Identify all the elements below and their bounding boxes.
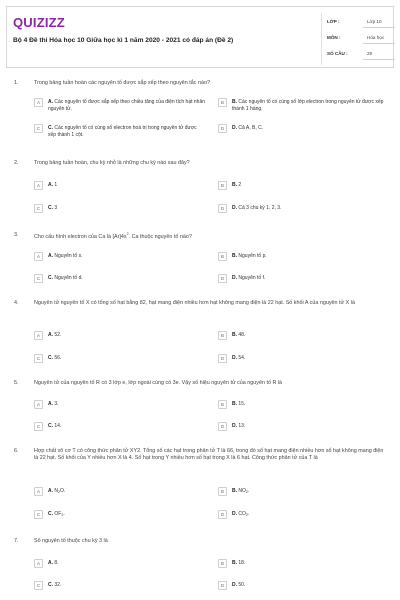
option-letter-box: A — [34, 331, 43, 340]
question-text: Cho cấu hình electron của Ca là $[Ar]4s^2$. Ca thuộc nguyên tố nào? — [34, 232, 192, 240]
option-letter-box: B — [218, 331, 227, 340]
option-prefix: B. — [232, 253, 237, 259]
option-letter-box: A — [34, 487, 43, 496]
option-letter-box: A — [34, 98, 43, 107]
option-text: Nguyên tố p. — [238, 253, 267, 259]
option-text: 15. — [238, 401, 246, 407]
option-prefix: C. — [48, 205, 53, 211]
option-text: Các nguyên tố có cùng số lớp electron trong nguyên tử được xếp thành 1 hàng. — [232, 99, 384, 112]
option-prefix: D. — [232, 125, 237, 131]
question-number: 3. — [14, 232, 19, 238]
option-letter-box: A — [34, 252, 43, 261]
option-prefix: D. — [232, 511, 237, 517]
option-letter-box: B — [218, 98, 227, 107]
question-text: Nguyên tử nguyên tố X có tổng số hạt bằng 82, hạt mang điện nhiều hơn hạt không mang điện là 22 hạt. Số khối A của nguyên tử X là — [34, 300, 355, 306]
meta-class-value: Lớp 10 — [367, 19, 382, 24]
option-text: 52. — [54, 332, 62, 338]
option-prefix: B. — [232, 560, 237, 566]
option-text: N — [54, 488, 59, 494]
option-text: CO — [238, 511, 246, 517]
option-letter-box: A — [34, 181, 43, 190]
option-prefix: C. — [48, 125, 53, 131]
option-text: 32. — [54, 582, 62, 588]
option-prefix: D. — [232, 423, 237, 429]
meta-subject-underline — [363, 43, 395, 44]
option-letter-box: B — [218, 252, 227, 261]
option-letter-box: C — [34, 354, 43, 363]
option-prefix: A. — [48, 401, 53, 407]
option-prefix: C. — [48, 275, 53, 281]
option-prefix: B. — [232, 401, 237, 407]
option-prefix: A. — [48, 182, 53, 188]
option-text: 1 — [54, 182, 58, 188]
question-text: Trong bảng tuần hoàn, chu kỳ nhỏ là những chu kỳ nào sau đây? — [34, 160, 190, 166]
option-prefix: D. — [232, 205, 237, 211]
question-text: Số nguyên tố thuộc chu kỳ 3 là — [34, 538, 108, 544]
worksheet-title: Bộ 4 Đề thi Hóa học 10 Giữa học kì 1 năm 2020 - 2021 có đáp án (Đề 2) — [13, 37, 234, 44]
option-text: Các nguyên tố có cùng số electron hoá trị trong nguyên tử được xếp thành 1 cột. — [48, 125, 197, 138]
option-letter-box: D — [218, 581, 227, 590]
option-text: Nguyên tố f. — [238, 275, 266, 281]
option-text: 48. — [238, 332, 246, 338]
option-letter-box: B — [218, 487, 227, 496]
option-prefix: B. — [232, 99, 237, 105]
option-text: 50. — [238, 582, 246, 588]
option-prefix: A. — [48, 560, 53, 566]
option-letter-box: C — [34, 124, 43, 133]
question-text: Nguyên tử của nguyên tố R có 3 lớp e, lớp ngoài cùng có 3e. Vậy số hiệu nguyên tử của nguyên tố R là — [34, 380, 283, 386]
option-letter-box: D — [218, 354, 227, 363]
question-number: 4. — [14, 300, 19, 306]
option-text: Các nguyên tố được sắp xếp theo chiều tăng của điện tích hạt nhân nguyên tử. — [48, 99, 206, 112]
option-text: 18. — [238, 560, 246, 566]
option-letter-box: D — [218, 510, 227, 519]
option-prefix: B. — [232, 488, 237, 494]
option-letter-box: B — [218, 181, 227, 190]
option-letter-box: C — [34, 422, 43, 431]
meta-class-underline — [363, 27, 395, 28]
option-letter-box: D — [218, 274, 227, 283]
option-prefix: C. — [48, 423, 53, 429]
question-text: Trong bảng tuần hoàn các nguyên tố được sắp xếp theo nguyên tắc nào? — [34, 80, 210, 86]
option-text: 14. — [54, 423, 62, 429]
option-text: 8. — [54, 560, 59, 566]
option-letter-box: A — [34, 559, 43, 568]
option-text: OF — [54, 511, 62, 517]
option-letter-box: D — [218, 124, 227, 133]
option-letter-box: C — [34, 204, 43, 213]
option-prefix: D. — [232, 582, 237, 588]
option-prefix: D. — [232, 355, 237, 361]
option-letter-box: D — [218, 204, 227, 213]
option-letter-box: C — [34, 581, 43, 590]
option-text: Cả A, B, C. — [238, 125, 264, 131]
worksheet-header — [6, 6, 394, 68]
option-letter-box: A — [34, 400, 43, 409]
meta-subject-value: Hóa học — [367, 35, 385, 40]
option-text: Cả 3 chu kỳ 1, 2, 3. — [238, 205, 282, 211]
option-text: Nguyên tố d. — [54, 275, 83, 281]
option-prefix: A. — [48, 332, 53, 338]
quizizz-logo: QUIZIZZ — [13, 15, 65, 30]
header-divider — [321, 13, 322, 65]
question-number: 6. — [14, 448, 19, 454]
meta-question-count-label: SỐ CÂU : — [327, 51, 348, 56]
option-text: 13. — [238, 423, 246, 429]
question-text: Hợp chất vô cơ T có công thức phân tử XY2. Tổng số các hạt trong phân tử T là 66, trong đó số hạt mang điện nhiều hơn số hạt không mang điện là 22 hạt. Số khối của Y nhiều hơn X là 4. Số hạt trong Y nhiều hơn số hạt trong X là 6 hạt. Công thức phân tử của T là — [34, 448, 384, 462]
question-number: 5. — [14, 380, 19, 386]
option-text: 2 — [238, 182, 242, 188]
option-prefix: B. — [232, 332, 237, 338]
option-letter-box: B — [218, 559, 227, 568]
option-letter-box: C — [34, 510, 43, 519]
question-number: 2. — [14, 160, 19, 166]
option-text: 3. — [54, 401, 59, 407]
question-number: 1. — [14, 80, 19, 86]
question-number: 7. — [14, 538, 19, 544]
option-letter-box: B — [218, 400, 227, 409]
option-letter-box: C — [34, 274, 43, 283]
option-prefix: D. — [232, 275, 237, 281]
option-text: 54. — [238, 355, 246, 361]
option-text: 3 — [54, 205, 58, 211]
meta-question-count-value: 29 — [367, 51, 373, 56]
option-prefix: C. — [48, 511, 53, 517]
option-text: 56. — [54, 355, 62, 361]
option-prefix: A. — [48, 99, 53, 105]
meta-class-label: LỚP : — [327, 19, 340, 24]
option-prefix: C. — [48, 582, 53, 588]
meta-question-count-underline — [363, 59, 395, 60]
meta-subject-label: MÔN : — [327, 35, 341, 40]
option-prefix: C. — [48, 355, 53, 361]
option-prefix: A. — [48, 253, 53, 259]
option-text: NO — [238, 488, 246, 494]
worksheet-page: QUIZIZZ Bộ 4 Đề thi Hóa học 10 Giữa học kì 1 năm 2020 - 2021 có đáp án (Đề 2) LỚP : Lớp 10 MÔN : Hóa học SỐ CÂU : 29 1. Trong bảng tuần hoàn các nguyên tố được sắp xếp theo nguyên tắc nào? A A. Các nguyên tố được sắp xếp theo chiều tăng của điện tích hạt nhân nguyên tử. B B. Các nguyên tố có cùng số lớp electron trong nguyên tử được xếp thành 1 hàng. C C. Các nguyên tố có cùng số electron hoá trị trong nguyên tử được xếp thành 1 cột. D D. Cả A, B, C. 2. Trong bảng tuần hoàn, chu kỳ nhỏ là những chu kỳ nào sau đây? A A. 1 B B. 2 C C. 3 D D. Cả 3 chu kỳ 1, 2, 3. 3. Cho cấu hình electron của Ca là $[Ar]4s^2$. Ca thuộc nguyên tố nào? A A. Nguyên tố s. B B. Nguyên tố p. C C. Nguyên tố d. D D. Nguyên tố f. 4. Nguyên tử nguyên tố X có tổng số hạt bằng 82, hạt mang điện nhiều hơn hạt không mang điện là 22 hạt. Số khối A của nguyên tử X là A A. 52. B B. 48. C C. 56. D D. 54. 5. Nguyên tử của nguyên tố R có 3 lớp e, lớp ngoài cùng có 3e. Vậy số hiệu nguyên tử của nguyên tố R là A A. 3. B B. 15. C C. 14. D D. 13. 6. Hợp chất vô cơ T có công thức phân tử XY2. Tổng số các hạt trong phân tử T là 66, trong đó số hạt mang điện nhiều hơn số hạt không mang điện là 22 hạt. Số khối của Y nhiều hơn X là 4. Số hạt trong Y nhiều hơn số hạt trong X là 6 hạt. Công thức phân tử của T là A A. $N_2O$. B B. $NO_2$. C C. $OF_2$. D D. $CO_2$. 7. Số nguyên tố thuộc chu kỳ 3 là A A. 8. B B. 18. C C. 32. D D. 50. — [0, 0, 400, 600]
option-prefix: B. — [232, 182, 237, 188]
option-text: Nguyên tố s. — [54, 253, 83, 259]
option-prefix: A. — [48, 488, 53, 494]
option-letter-box: D — [218, 422, 227, 431]
